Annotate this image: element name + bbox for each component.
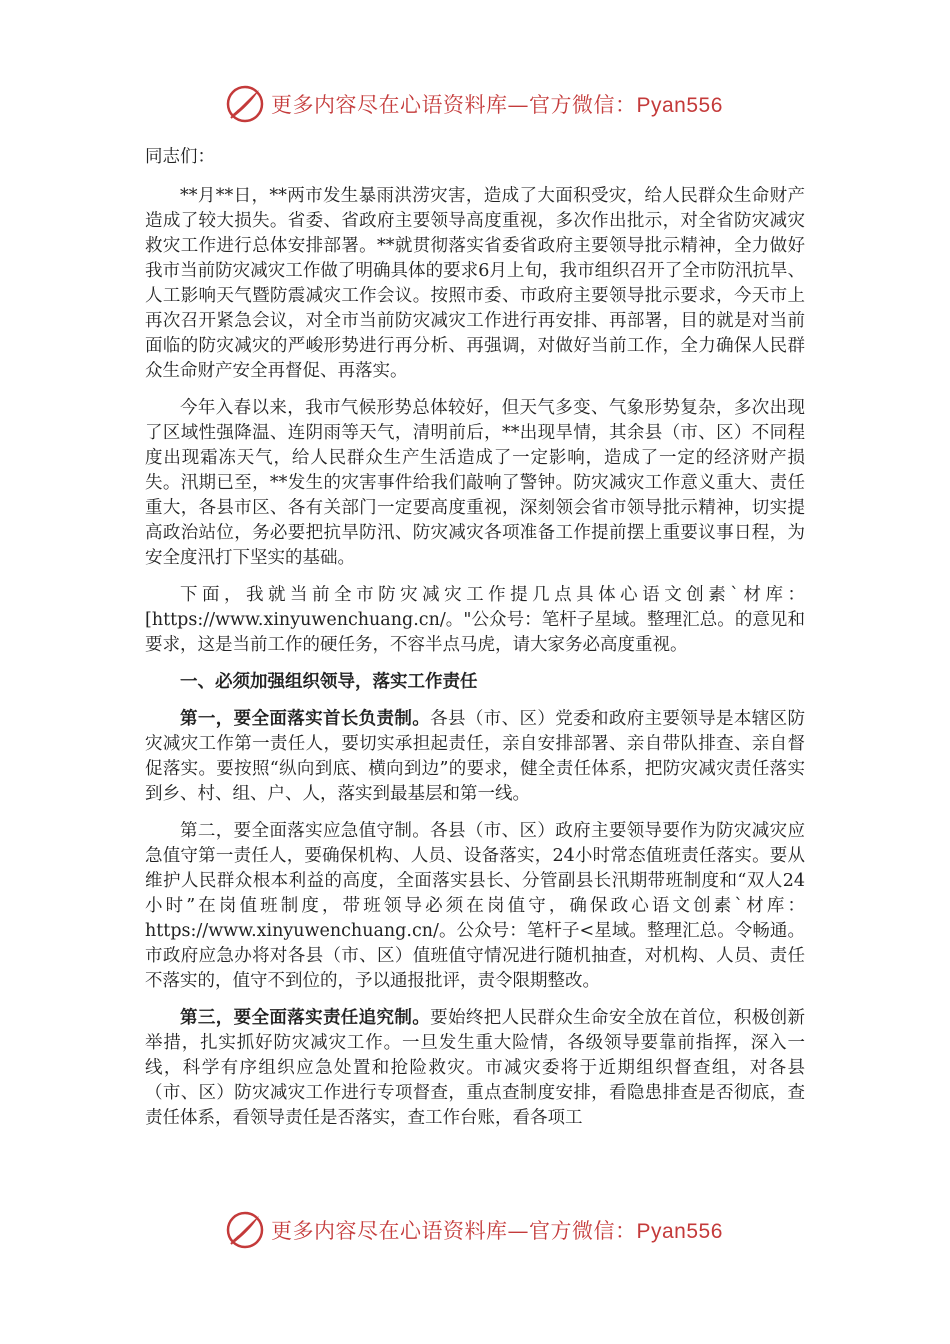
banner-text	[271, 89, 723, 119]
salutation: 同志们：	[145, 147, 215, 167]
banner-text-cn: 更多内容尽在心语资料库—官方微信：	[271, 1219, 637, 1243]
banner-wechat-id: Pyan556	[636, 94, 723, 117]
footer-banner	[225, 1208, 745, 1252]
quill-logo-icon	[225, 84, 265, 124]
document-body	[145, 145, 805, 1143]
paragraph-6-text: 要始终把人民群众生命安全放在首位，积极创新举措，扎实抓好防灾减灾工作。一旦发生重大险情，各级领导要靠前指挥，深入一线，科学有序组织应急处置和抢险救灾。市减灾委将于近期组织督查组，对各县（市、区）防灾减灾工作进行专项督查，重点查制度安排，看隐患排查是否彻底，查责任体系，看领导责任是否落实，查工作台账，看各项工	[145, 1008, 806, 1128]
paragraph-4	[145, 707, 805, 807]
paragraph-1: **月**日，**两市发生暴雨洪涝灾害，造成了大面积受灾，给人民群众生命财产造成了较大损失。省委、省政府主要领导高度重视，多次作出批示，对全省防灾减灾救灾工作进行总体安排部署。**就贯彻落实省委省政府主要领导批示精神，全力做好我市当前防灾减灾工作做了明确具体的要求6月上旬，我市组织召开了全市防汛抗旱、人工影响天气暨防震减灾工作会议。按照市委、市政府主要领导批示要求，今天市上再次召开紧急会议，对全市当前防灾减灾工作进行再安排、再部署，目的就是对当前面临的防灾减灾的严峻形势进行再分析、再强调，对做好当前工作，全力确保人民群众生命财产安全再督促、再落实。	[145, 186, 805, 381]
paragraph-6-lead: 第三，要全面落实责任追究制。	[180, 1008, 431, 1028]
paragraph-4-text: 各县（市、区）党委和政府主要领导是本辖区防灾减灾工作第一责任人，要切实承担起责任，亲自安排部署、亲自带队排查、亲自督促落实。要按照“纵向到底、横向到边”的要求，健全责任体系，把防灾减灾责任落实到乡、村、组、户、人，落实到最基层和第一线。	[145, 709, 806, 804]
paragraph-4-lead: 第一，要全面落实首长负责制。	[180, 709, 431, 729]
banner-text	[271, 1215, 723, 1245]
quill-logo-icon	[225, 1210, 265, 1250]
section-heading-1: 一、必须加强组织领导，落实工作责任	[180, 672, 478, 692]
paragraph-6	[145, 1006, 805, 1131]
header-banner	[225, 82, 745, 126]
banner-text-cn: 更多内容尽在心语资料库—官方微信：	[271, 93, 637, 117]
banner-wechat-id: Pyan556	[636, 1220, 723, 1243]
paragraph-3: 下面，我就当前全市防灾减灾工作提几点具体心语文创素`材库：[https://www.xinyuwenchuang.cn/。"公众号：笔杆子星域。整理汇总。的意见和要求，这是当前工作的硬任务，不容半点马虎，请大家务必高度重视。	[145, 585, 805, 655]
paragraph-2: 今年入春以来，我市气候形势总体较好，但天气多变、气象形势复杂，多次出现了区域性强降温、连阴雨等天气，清明前后，**出现旱情，其余县（市、区）不同程度出现霜冻天气，给人民群众生产生活造成了一定影响，造成了一定的经济财产损失。汛期已至，**发生的灾害事件给我们敲响了警钟。防灾减灾工作意义重大、责任重大，各县市区、各有关部门一定要高度重视，深刻领会省市领导批示精神，切实提高政治站位，务必要把抗旱防汛、防灾减灾各项准备工作提前摆上重要议事日程，为安全度汛打下坚实的基础。	[145, 398, 805, 568]
paragraph-5: 第二，要全面落实应急值守制。各县（市、区）政府主要领导要作为防灾减灾应急值守第一责任人，要确保机构、人员、设备落实，24小时常态值班责任落实。要从维护人民群众根本利益的高度，全面落实县长、分管副县长汛期带班制度和“双人24小时”在岗值班制度，带班领导必须在岗值守，确保政心语文创素`材库：https://www.xinyuwenchuang.cn/。公众号：笔杆子<星域。整理汇总。令畅通。市政府应急办将对各县（市、区）值班值守情况进行随机抽查，对机构、人员、责任不落实的，值守不到位的，予以通报批评，责令限期整改。	[145, 821, 805, 991]
